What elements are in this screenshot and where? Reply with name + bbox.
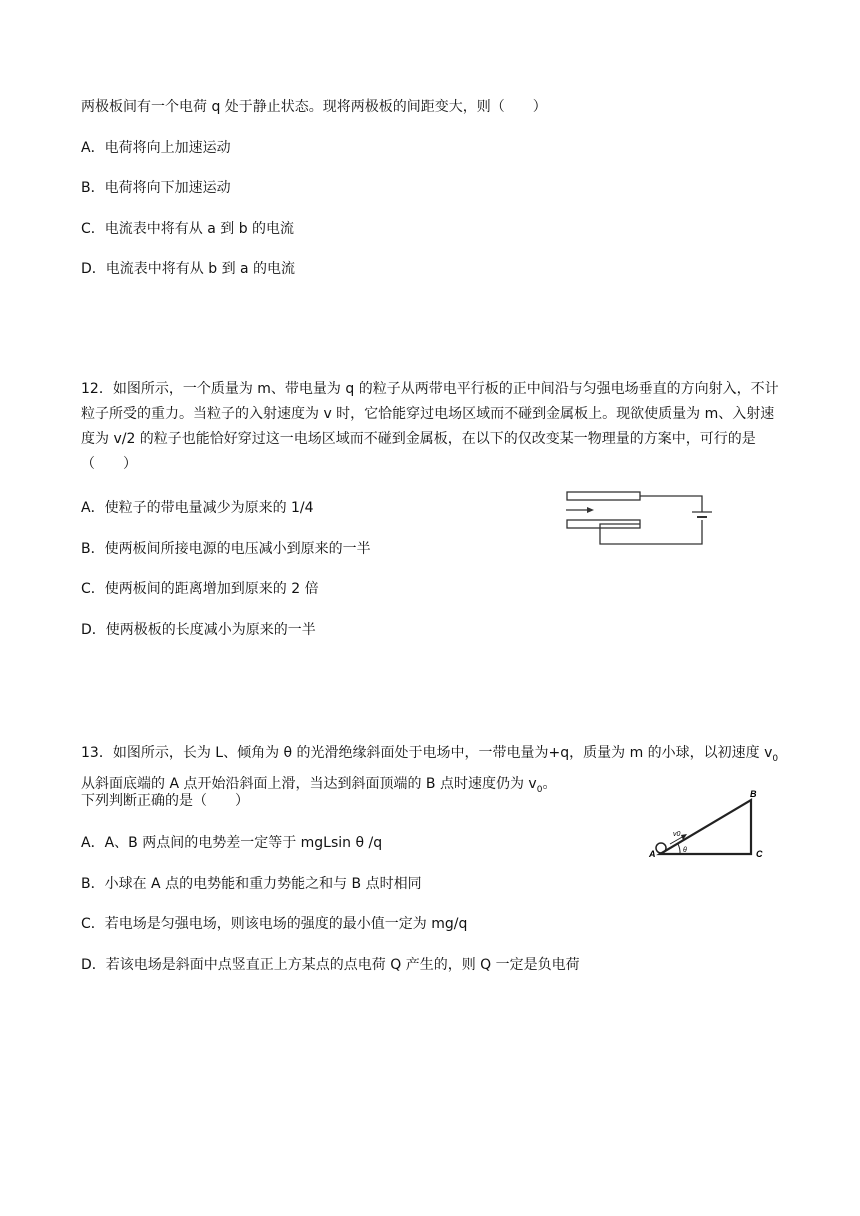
carryover-option-d: D．电流表中将有从 b 到 a 的电流 (81, 261, 296, 277)
q13-stem-text-2: 从斜面底端的 A 点开始沿斜面上滑，当达到斜面顶端的 B 点时速度仍为 v (81, 775, 537, 792)
incline-triangle (660, 800, 751, 854)
q12-option-d: D．使两极板的长度减小为原来的一半 (81, 622, 316, 638)
q13-v0-subscript-2: 0 (536, 784, 543, 795)
top-wire (640, 496, 702, 512)
carryover-option-b: B．电荷将向下加速运动 (81, 180, 231, 196)
q13-v0-subscript-1: 0 (772, 753, 779, 764)
parallel-plate-circuit-figure (560, 484, 720, 550)
label-theta: θ (683, 847, 687, 854)
q13-stem-text-3: 。 (542, 775, 557, 792)
q12-stem: 12．如图所示，一个质量为 m、带电量为 q 的粒子从两带电平行板的正中间沿与匀强电场垂直的方向射入，不计粒子所受的重力。当粒子的入射速度为 v 时，它恰能穿过电场区域而不碰到金属板上。现欲使质量为 m、入射速度为 v/2 的粒子也能恰好穿过这一电场区域而不碰到金属板，在以下的仅改变某一物理量的方案中，可行的是（ ） (81, 381, 779, 472)
ball-icon (656, 843, 666, 853)
theta-arc (678, 844, 680, 854)
q13-option-c: C．若电场是匀强电场，则该电场的强度的最小值一定为 mg/q (81, 916, 468, 932)
q13-stem-line2: 下列判断正确的是（ ） (81, 793, 249, 809)
carryover-option-a: A．电荷将向上加速运动 (81, 140, 231, 156)
label-a: A (649, 849, 656, 859)
q12-option-a: A．使粒子的带电量减少为原来的 1/4 (81, 500, 314, 516)
carryover-stem: 两极板间有一个电荷 q 处于静止状态。现将两极板的间距变大，则（ ） (81, 99, 547, 115)
q13-option-b: B．小球在 A 点的电势能和重力势能之和与 B 点时相同 (81, 876, 422, 892)
q13-option-d: D．若该电场是斜面中点竖直正上方某点的点电荷 Q 产生的，则 Q 一定是负电荷 (81, 957, 580, 973)
q13-option-a: A．A、B 两点间的电势差一定等于 mgLsin θ /q (81, 835, 383, 851)
label-c: C (756, 849, 763, 859)
q12-option-c: C．使两板间的距离增加到原来的 2 倍 (81, 581, 319, 597)
label-v0: v0 (673, 831, 681, 838)
incline-figure (640, 786, 770, 862)
q13-stem-text-1: 13．如图所示，长为 L、倾角为 θ 的光滑绝缘斜面处于电场中，一带电量为+q，质量为 m 的小球，以初速度 v (81, 745, 773, 761)
particle-arrow-icon (587, 507, 594, 513)
upper-plate (567, 492, 640, 500)
bottom-wire (600, 520, 702, 544)
carryover-option-c: C．电流表中将有从 a 到 b 的电流 (81, 221, 295, 237)
q12-option-b: B．使两板间所接电源的电压减小到原来的一半 (81, 541, 371, 557)
label-b: B (750, 789, 757, 799)
